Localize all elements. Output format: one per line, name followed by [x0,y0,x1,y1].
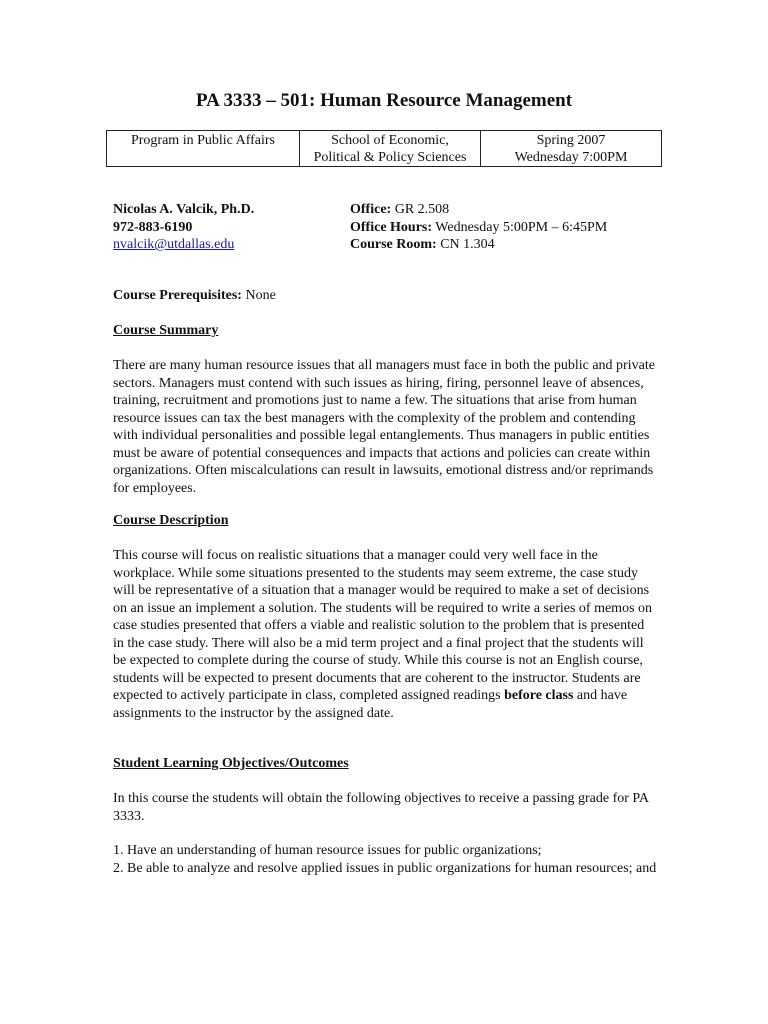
course-summary-text: There are many human resource issues that all managers must face in both the public and private sectors. Managers must contend with such issues as hiring, firing, personnel leave of absences, training, recruitment and promotions just to name a few. The situations that arise from human resource issues can tax the best managers with the complexity of the problem and contending with individual personalities and possible legal entanglements. Thus managers in public entities must be aware of potential consequences and impacts that actions and policies can create within organizations. Often miscalculations can result in lawsuits, emotional distress and/or reprimands for employees. [113,358,655,496]
course-header-table [106,130,662,167]
office-label: Office: [350,202,392,217]
instructor-email-link[interactable]: nvalcik@utdallas.edu [113,237,235,252]
course-description-heading: Course Description [113,513,229,528]
course-room-label: Course Room: [350,237,437,252]
program-name: Program in Public Affairs [130,133,275,148]
prerequisites-label: Course Prerequisites: [113,288,242,303]
school-cell [300,131,481,167]
instructor-info [113,201,254,254]
office-hours-value: Wednesday 5:00PM – 6:45PM [432,219,608,235]
school-name-line1: School of Economic, [331,133,449,148]
school-name-line2: Political & Policy Sciences [313,150,467,165]
instructor-name: Nicolas A. Valcik, Ph.D. [113,202,255,217]
office-line [350,201,607,219]
office-info [350,201,607,254]
course-room-line [350,236,607,254]
term: Spring 2007 [536,133,606,148]
objectives-list [113,842,658,877]
objectives-intro: In this course the students will obtain the following objectives to receive a passing grade for PA 3333. [113,791,649,824]
office-hours-label: Office Hours: [350,219,433,235]
description-text-part1: This course will focus on realistic situations that a manager could very well face in the workplace. While some situations presented to the students may seem extreme, the case study will be representative of a situation that a manager would be required to make a set of decisions on an issue an implement a solution. The students will be required to write a series of memos on case studies presented that offers a viable and realistic solution to the problem that is presented in the case study. There will also be a mid term project and a final project that the students will be expected to complete during the course of study. While this course is not an English course, students will be expected to present documents that are coherent to the instructor. Students are expected to actively participate in class, completed assigned readings [113,548,653,703]
page-title: PA 3333 – 501: Human Resource Management [195,90,573,111]
prerequisites-value: None [241,288,276,303]
program-cell [107,131,300,167]
course-description-text [113,547,658,722]
list-item: 1. Have an understanding of human resource issues for public organizations; [113,843,542,858]
office-hours-line [350,219,607,237]
description-emphasis: before class [504,688,574,703]
meeting-time: Wednesday 7:00PM [514,150,628,165]
objectives-heading: Student Learning Objectives/Outcomes [113,756,349,771]
description-text-part2: and have assignments to the instructor by the assigned date. [113,688,628,721]
term-cell [481,131,662,167]
office-value: GR 2.508 [391,202,450,217]
course-summary-heading: Course Summary [113,323,219,338]
list-item: 2. Be able to analyze and resolve applied issues in public organizations for human resources; and [113,860,657,876]
instructor-phone: 972-883-6190 [113,219,193,235]
prerequisites-line [113,287,658,305]
course-room-value: CN 1.304 [436,237,495,252]
